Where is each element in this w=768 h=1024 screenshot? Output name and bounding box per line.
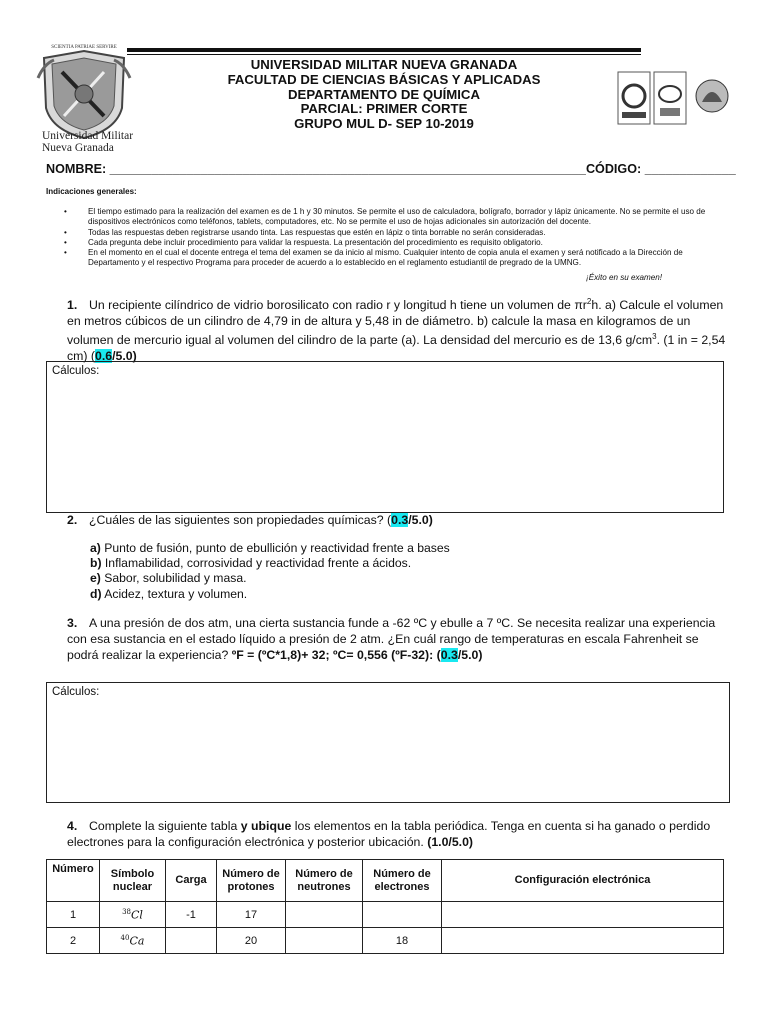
score-highlight: 0.6 [95, 349, 113, 364]
question-number: 1. [67, 298, 78, 313]
university-logo-wordmark [42, 130, 133, 154]
instructions-list [64, 207, 730, 269]
elements-table [46, 859, 724, 954]
instructions-title: Indicaciones generales: [46, 187, 137, 196]
calculations-box-1[interactable] [46, 361, 724, 513]
column-header: Símbolo nuclear [100, 860, 166, 902]
question-number: 3. [67, 616, 78, 630]
logo-wordmark-line1: Universidad Militar [42, 130, 134, 142]
option-d[interactable] [90, 587, 450, 602]
question-1-text-a: Un recipiente cilíndrico de vidrio borosilicato con radio r y longitud h tiene un volumen de πr [89, 298, 587, 313]
header-rule [127, 48, 641, 52]
score-total: /5.0) [408, 513, 433, 527]
instruction-item: • El tiempo estimado para la realización del examen es de 1 h y 30 minutos. Se permite el uso de calculadora, bolígrafo, borrador y lápiz únicamente. No se permite el uso de dispositivos electrónicos como teléfonos, tablets, computadores, etc. No se permite el uso de hojas adicionales sin autorización del docente. [64, 207, 730, 228]
question-4-bold: y ubique [240, 819, 292, 833]
score-total: /5.0) [457, 648, 483, 662]
question-4-text-b: los elementos en la tabla periódica. Tenga en cuenta si ha ganado o perdido electrones para la configuración electrónica y posterior ubicación. [67, 819, 711, 849]
column-header: Configuración electrónica [442, 860, 724, 902]
header-department: DEPARTAMENTO DE QUÍMICA [288, 86, 480, 102]
question-4-text-a: Complete la siguiente tabla [89, 819, 241, 833]
element-symbol: Cl [130, 908, 143, 922]
header-university: UNIVERSIDAD MILITAR NUEVA GRANADA [250, 57, 518, 72]
question-number: 4. [67, 819, 78, 833]
conversion-formula: ºF = (ºC*1,8)+ 32; ºC= 0,556 (ºF-32): ( [231, 648, 441, 662]
cell-neutrons[interactable] [286, 928, 363, 954]
cell-charge[interactable] [166, 928, 217, 954]
option-text: Punto de fusión, punto de ebullición y reactividad frente a bases [100, 541, 450, 555]
column-header: Número de neutrones [286, 860, 363, 902]
column-header: Número de protones [217, 860, 286, 902]
column-header: Número de electrones [363, 860, 442, 902]
table-header-row [47, 860, 724, 902]
name-code-field[interactable]: NOMBRE: ____________________________________________________________________CÓDIGO: _____________ [46, 162, 736, 176]
cell-nuclear-symbol [100, 902, 166, 928]
question-2 [67, 512, 727, 528]
score-highlight: 0.3 [391, 513, 409, 527]
calculations-box-3[interactable] [46, 682, 730, 803]
score-total: /5.0) [112, 349, 137, 364]
option-a[interactable] [90, 541, 450, 556]
question-1-text-b: h. a) Calcule el volumen en metros cúbicos de un cilindro de 4,79 in de altura y 5,48 in de diámetro. b) calcule la masa en kilogramos de un volumen de mercurio igual al volumen del cilindro de la parte (a). La densidad del mercurio es de 13,6 g/cm [67, 298, 724, 348]
option-text: Inflamabilidad, corrosividad y reactividad frente a ácidos. [101, 556, 412, 571]
header-group: GRUPO MUL D- SEP 10-2019 [294, 116, 474, 132]
cell-protons: 17 [217, 902, 286, 928]
question-1-text-c: . (1 in = 2,54 cm) ( [67, 333, 726, 364]
cell-number: 2 [47, 928, 100, 954]
certification-logos [616, 68, 736, 134]
score-total: (1.0/5.0) [427, 835, 474, 849]
option-e[interactable] [90, 571, 450, 586]
calculations-label: Cálculos: [52, 686, 100, 698]
instruction-item: • En el momento en el cual el docente entrega el tema del examen se da inicio al mismo. Cualquier intento de copia anula el examen y será notificado a la Dirección de Departamento y el respectivo Programa para proceder de acuerdo a lo establecido en el reglamento estudiantil de pregrado de la UMNG. [64, 248, 730, 269]
cell-nuclear-symbol [100, 928, 166, 954]
cell-config[interactable] [442, 902, 724, 928]
calculations-label: Cálculos: [52, 365, 100, 377]
instruction-item: • Todas las respuestas deben registrarse usando tinta. Las respuestas que estén en lápiz o tinta borrable no serán consideradas. [64, 228, 730, 238]
question-4 [67, 818, 727, 850]
column-header: Número [47, 860, 100, 902]
option-letter: b) [90, 556, 102, 571]
cell-config[interactable] [442, 928, 724, 954]
element-symbol: Ca [129, 934, 145, 948]
mass-number: 40 [120, 933, 130, 942]
question-number: 2. [67, 513, 78, 527]
option-text: Acidez, textura y volumen. [101, 586, 248, 601]
table-row [47, 902, 724, 928]
document-header [180, 58, 588, 132]
cell-neutrons[interactable] [286, 902, 363, 928]
option-text: Sabor, solubilidad y masa. [100, 571, 247, 586]
crest-banner-text: SCIENTIA PATRIAE SERVIRE [51, 45, 117, 50]
cell-number: 1 [47, 902, 100, 928]
header-rule-thin [127, 54, 641, 55]
question-2-text: ¿Cuáles de las siguientes son propiedades químicas? ( [89, 513, 392, 527]
header-faculty: FACULTAD DE CIENCIAS BÁSICAS Y APLICADAS [227, 71, 541, 87]
question-2-options [90, 541, 450, 602]
option-letter: e) [90, 571, 101, 586]
question-3 [67, 615, 727, 663]
option-letter: a) [90, 541, 101, 555]
question-3-text: A una presión de dos atm, una cierta sustancia funde a -62 ºC y ebulle a 7 ºC. Se necesita realizar una experiencia con esa sustancia en el estado líquido a presión de 2 atm. ¿En cuál rango de temperaturas en escala Fahrenheit se podrá realizar la experiencia? [67, 616, 716, 662]
cell-protons: 20 [217, 928, 286, 954]
table-row [47, 928, 724, 954]
closing-message: ¡Éxito en su examen! [586, 273, 663, 282]
cell-electrons: 18 [363, 928, 442, 954]
header-exam: PARCIAL: PRIMER CORTE [300, 101, 468, 117]
question-1: 1. Un recipiente cilíndrico de vidrio borosilicato con radio r y longitud h tiene un volumen de $\pi r^2h$. a) Calcule el volumen en metros cúbicos de un cilindro de 4,79 in de altura y 5,48 in de diámetro. b) calcule la masa en kilogramos de un volumen de mercurio igual al volumen del cilindro de la parte (a). La densidad del mercurio es de 13,6 $g/cm^3$. (1 in = 2,54 cm) (0.6/5.0) [67, 297, 726, 364]
instruction-item: • Cada pregunta debe incluir procedimiento para validar la respuesta. La presentación del procedimiento es requisito obligatorio. [64, 238, 730, 248]
cell-electrons[interactable] [363, 902, 442, 928]
mass-number: 38 [122, 907, 131, 916]
logo-wordmark-line2: Nueva Granada [42, 142, 114, 154]
cell-charge: -1 [166, 902, 217, 928]
option-b[interactable] [90, 556, 450, 571]
score-highlight: 0.3 [440, 648, 458, 662]
column-header: Carga [166, 860, 217, 902]
option-letter: d) [90, 586, 102, 601]
